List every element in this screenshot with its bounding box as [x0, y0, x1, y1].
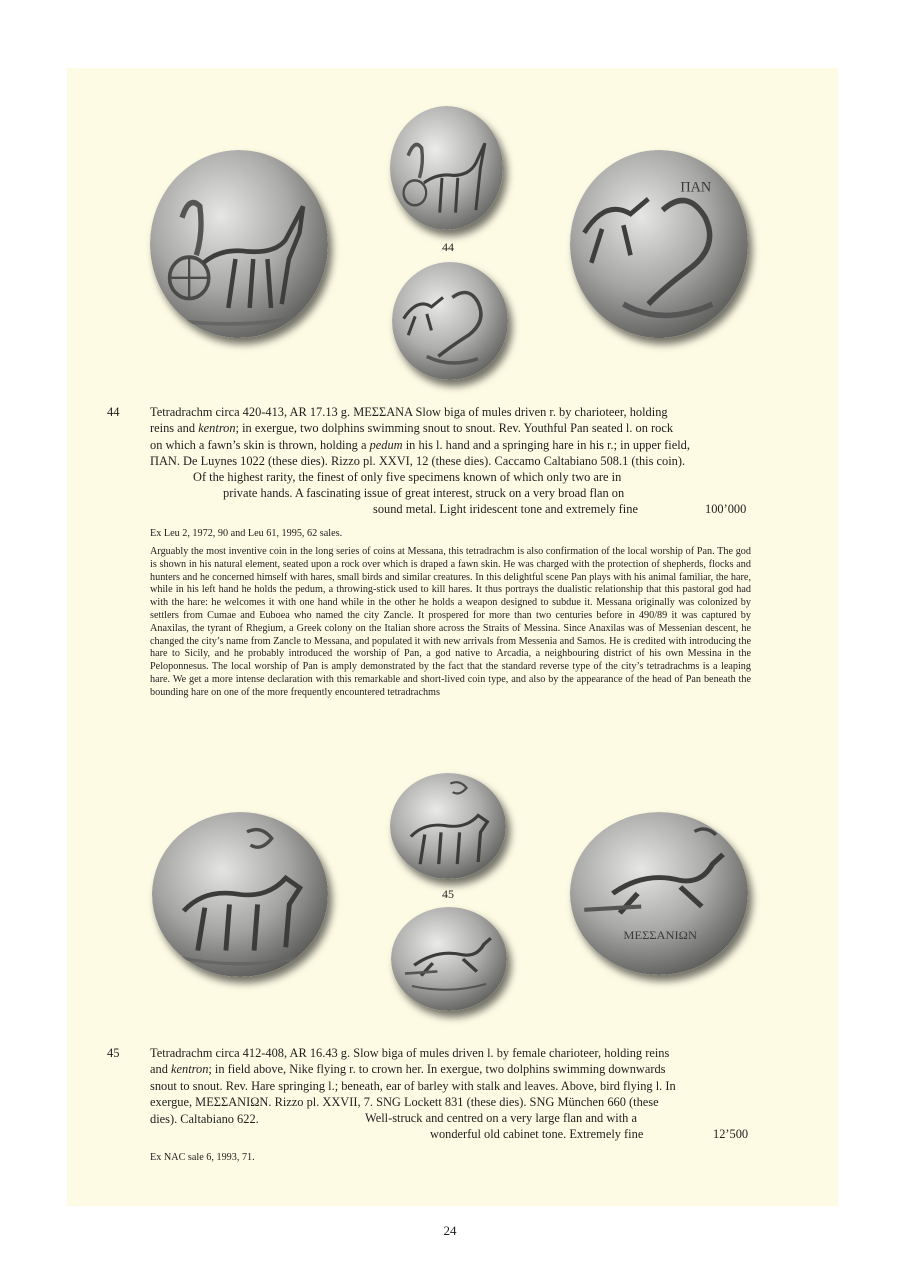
- lot-44-desc-line-1: Tetradrachm circa 420-413, AR 17.13 g. ΜΕΣΣΑΝΑ Slow biga of mules driven r. by charioteer, holding: [150, 405, 668, 419]
- lot-44-price: 100’000: [705, 502, 747, 516]
- coin-44-reverse-small: [392, 262, 508, 380]
- page-number: 24: [443, 1223, 457, 1238]
- coin-44-obverse-large: [150, 150, 328, 338]
- lot-44-highlight-1: Of the highest rarity, the finest of only five specimens known of which only two are in: [193, 470, 622, 484]
- coin-45-obverse-small: [390, 773, 506, 879]
- lot-44-desc-line-2: reins and kentron; in exergue, two dolphins swimming snout to snout. Rev. Youthful Pan seated l. on rock: [150, 421, 674, 436]
- lot-45-desc-line-2: and kentron; in field above, Nike flying r. to crown her. In exergue, two dolphins swimming downwards: [150, 1062, 666, 1077]
- lot-45-number: 45: [107, 1046, 120, 1060]
- lot-44-description: [150, 404, 751, 470]
- lot-45-highlight-1: Well-struck and centred on a very large flan and with a: [365, 1111, 637, 1125]
- coin-45-obverse-large: [152, 812, 328, 977]
- coin-45-label: 45: [442, 887, 454, 901]
- lot-44-highlight-3: sound metal. Light iridescent tone and extremely fine: [373, 502, 638, 516]
- lot-44-note: Arguably the most inventive coin in the long series of coins at Messana, this tetradrachm is also confirmation of the local worship of Pan. The god is shown in his natural element, seated upon a rock over which is draped a fawn skin. He was charged with the protection of shepherds, flocks and hunters and he concerned himself with hares, small birds and similar creatures. In this delightful scene Pan plays with his animal familiar, the hare, while in his left hand he holds the pedum, a throwing-stick used to kill hares. It thus portrays the dualistic relationship that this pastoral god had with the hare: he welcomes it with one hand while in the other he holds a weapon designed to subdue it. Messana originally was colonized by settlers from Cumae and Euboea who named the city Zancle. It prospered for more than two centuries before in 490/89 it was captured by Anaxilas, the tyrant of Rhegium, a Greek colony on the Italian shore across the Straits of Messina. Since Anaxilas was of Messenian descent, he changed the city’s name from Zancle to Messana, and populated it with new arrivals from Messenia and Samos. He is credited with introducing the hare to Sicily, and he probably introduced the worship of Pan, a god native to Arcadia, a neighbouring district of his own Messina in the Peloponnesus. The local worship of Pan is amply demonstrated by the fact that the standard reverse type of the city’s tetradrachms is a leaping hare. We get a more intense declaration with this remarkable and short-lived coin type, and also by the appearance of the head of Pan beneath the bounding hare on one of the more frequently encountered tetradrachms: [150, 546, 751, 698]
- coin-45-reverse-large: [570, 812, 748, 975]
- coin-44-label: 44: [442, 240, 454, 254]
- lot-45-highlight-2: wonderful old cabinet tone. Extremely fine: [430, 1127, 644, 1141]
- coin-44-reverse-large: [570, 150, 748, 338]
- lot-44-number: 44: [107, 405, 120, 419]
- lot-44-desc-line-4: ΠΑΝ. De Luynes 1022 (these dies). Rizzo pl. XXVI, 12 (these dies). Caccamo Caltabiano 508.1 (this coin).: [150, 454, 686, 469]
- svg-text:ΜΕΣΣΑΝΙΩΝ: ΜΕΣΣΑΝΙΩΝ: [623, 928, 697, 943]
- lot-45-desc-line-5: dies). Caltabiano 622.: [150, 1111, 259, 1126]
- lot-44-highlight-2: private hands. A fascinating issue of great interest, struck on a very broad flan on: [223, 486, 625, 500]
- coin-45-reverse-small: [391, 907, 507, 1011]
- svg-text:ΠΑΝ: ΠΑΝ: [680, 179, 712, 196]
- lot-45-desc-line-3: snout to snout. Rev. Hare springing l.; beneath, ear of barley with stalk and leaves. Above, bird flying l. In: [150, 1078, 676, 1093]
- lot-45-price: 12’500: [713, 1127, 749, 1141]
- lot-44-provenance: Ex Leu 2, 1972, 90 and Leu 61, 1995, 62 sales.: [150, 528, 343, 539]
- lot-45-desc-line-4: exergue, ΜΕΣΣΑΝΙΩΝ. Rizzo pl. XXVII, 7. SNG Lockett 831 (these dies). SNG München 660 (these: [150, 1095, 659, 1110]
- lot-45-desc-line-1: Tetradrachm circa 412-408, AR 16.43 g. Slow biga of mules driven l. by female charioteer, holding reins: [150, 1046, 670, 1060]
- coin-44-obverse-small: [390, 106, 503, 230]
- lot-44-desc-line-3: on which a fawn’s skin is thrown, holding a pedum in his l. hand and a springing hare in his r.; in upper field,: [150, 437, 690, 452]
- lot-45-provenance: Ex NAC sale 6, 1993, 71.: [150, 1152, 255, 1163]
